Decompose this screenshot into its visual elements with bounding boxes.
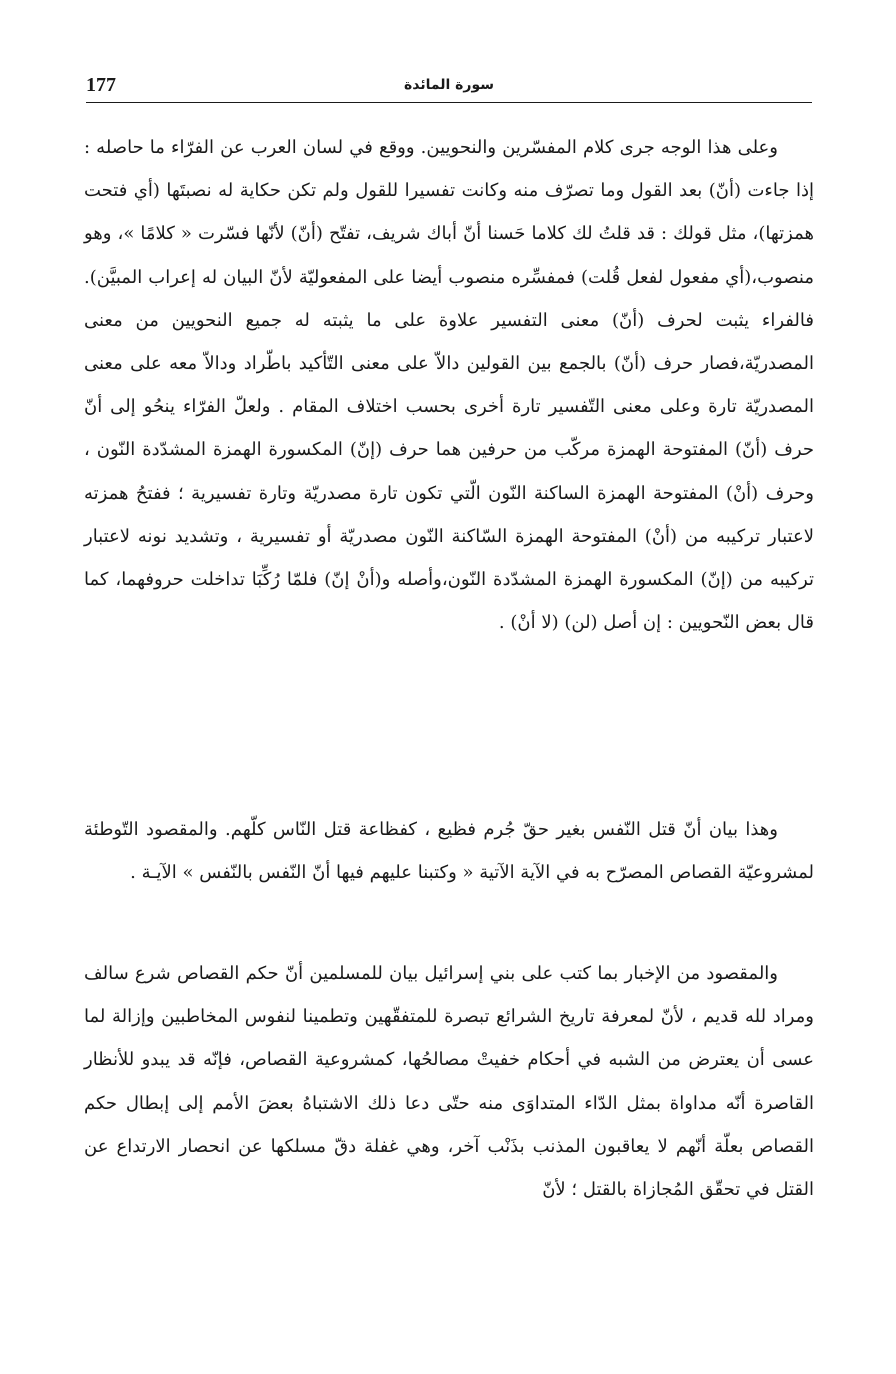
text-body bbox=[84, 126, 814, 1298]
page-header bbox=[86, 72, 812, 103]
page-number: 177 bbox=[86, 74, 116, 96]
paragraph-2: وهذا بيان أنّ قتل النّفس بغير حقّ جُرم فظيع ، كفظاعة قتل النّاس كلّهم. والمقصود التّوطئة لمشروعيّة القصاص المصرّح به في الآية الآتية « وكتبنا عليهم فيها أنّ النّفس بالنّفس » الآيـة . bbox=[84, 819, 814, 884]
paragraph-1: وعلى هذا الوجه جرى كلام المفسّرين والنحويين. ووقع في لسان العرب عن الفرّاء ما حاصله : إذا جاءت (أنّ) بعد القول وما تصرّف منه وكانت تفسيرا للقول ولم تكن حكاية له نصبتَها (أي فتحت همزتها)، مثل قولك : قد قلتُ لك كلاما حَسنا أنّ أباك شريف، تفتّح (أنّ) لأنّها فسّرت « كلامًا »، وهو منصوب،(أي مفعول لفعل قُلت) فمفسِّره منصوب أيضا على المفعوليّة لأنّ البيان له إعراب المبيَّن). فالفراء يثبت لحرف (أنّ) معنى التفسير علاوة على ما يثبته له جميع النحويين من معنى المصدريّة،فصار حرف (أنّ) بالجمع بين القولين دالاّ على معنى التّأكيد باطّراد ودالاّ معه على معنى المصدريّة تارة وعلى معنى التّفسير تارة أخرى بحسب اختلاف المقام . ولعلّ الفرّاء ينحُو إلى أنّ حرف (أنّ) المفتوحة الهمزة مركّب من حرفين هما حرف (إنّ) المكسورة الهمزة المشدّدة النّون ، وحرف (أنْ) المفتوحة الهمزة الساكنة النّون الّتي تكون تارة مصدريّة وتارة تفسيرية ؛ ففتحُ همزته لاعتبار تركيبه من (أنْ) المفتوحة الهمزة السّاكنة النّون مصدريّة أو تفسيرية ، وتشديد نونه لاعتبار تركيبه من (إنّ) المكسورة الهمزة المشدّدة النّون،وأصله و(أنْ إنّ) فلمّا رُكِّبَا تداخلت حروفهما، كما قال بعض النّحويين : إن أصل (لن) (لا أنْ) . bbox=[84, 137, 814, 634]
paragraph-3: والمقصود من الإخبار بما كتب على بني إسرائيل بيان للمسلمين أنّ حكم القصاص شرع سالف ومراد لله قديم ، لأنّ لمعرفة تاريخ الشرائع تبصرة للمتفقّهين وتطمينا لنفوس المخاطبين وإزالة لما عسى أن يعترض من الشبه في أحكام خفيتْ مصالحُها، كمشروعية القصاص، فإنّه قد يبدو للأنظار القاصرة أنّه مداواة بمثل الدّاء المتداوَى منه حتّى دعا ذلك الاشتباهُ بعضَ الأمم إلى إبطال حكم القصاص بعلّة أنّهم لا يعاقبون المذنب بذَنْب آخر، وهي غفلة دقّ مسلكها عن انحصار الارتداع عن القتل في تحقّق المُجازاة بالقتل ؛ لأنّ bbox=[84, 963, 814, 1201]
running-title: سورة المائدة bbox=[403, 77, 495, 93]
